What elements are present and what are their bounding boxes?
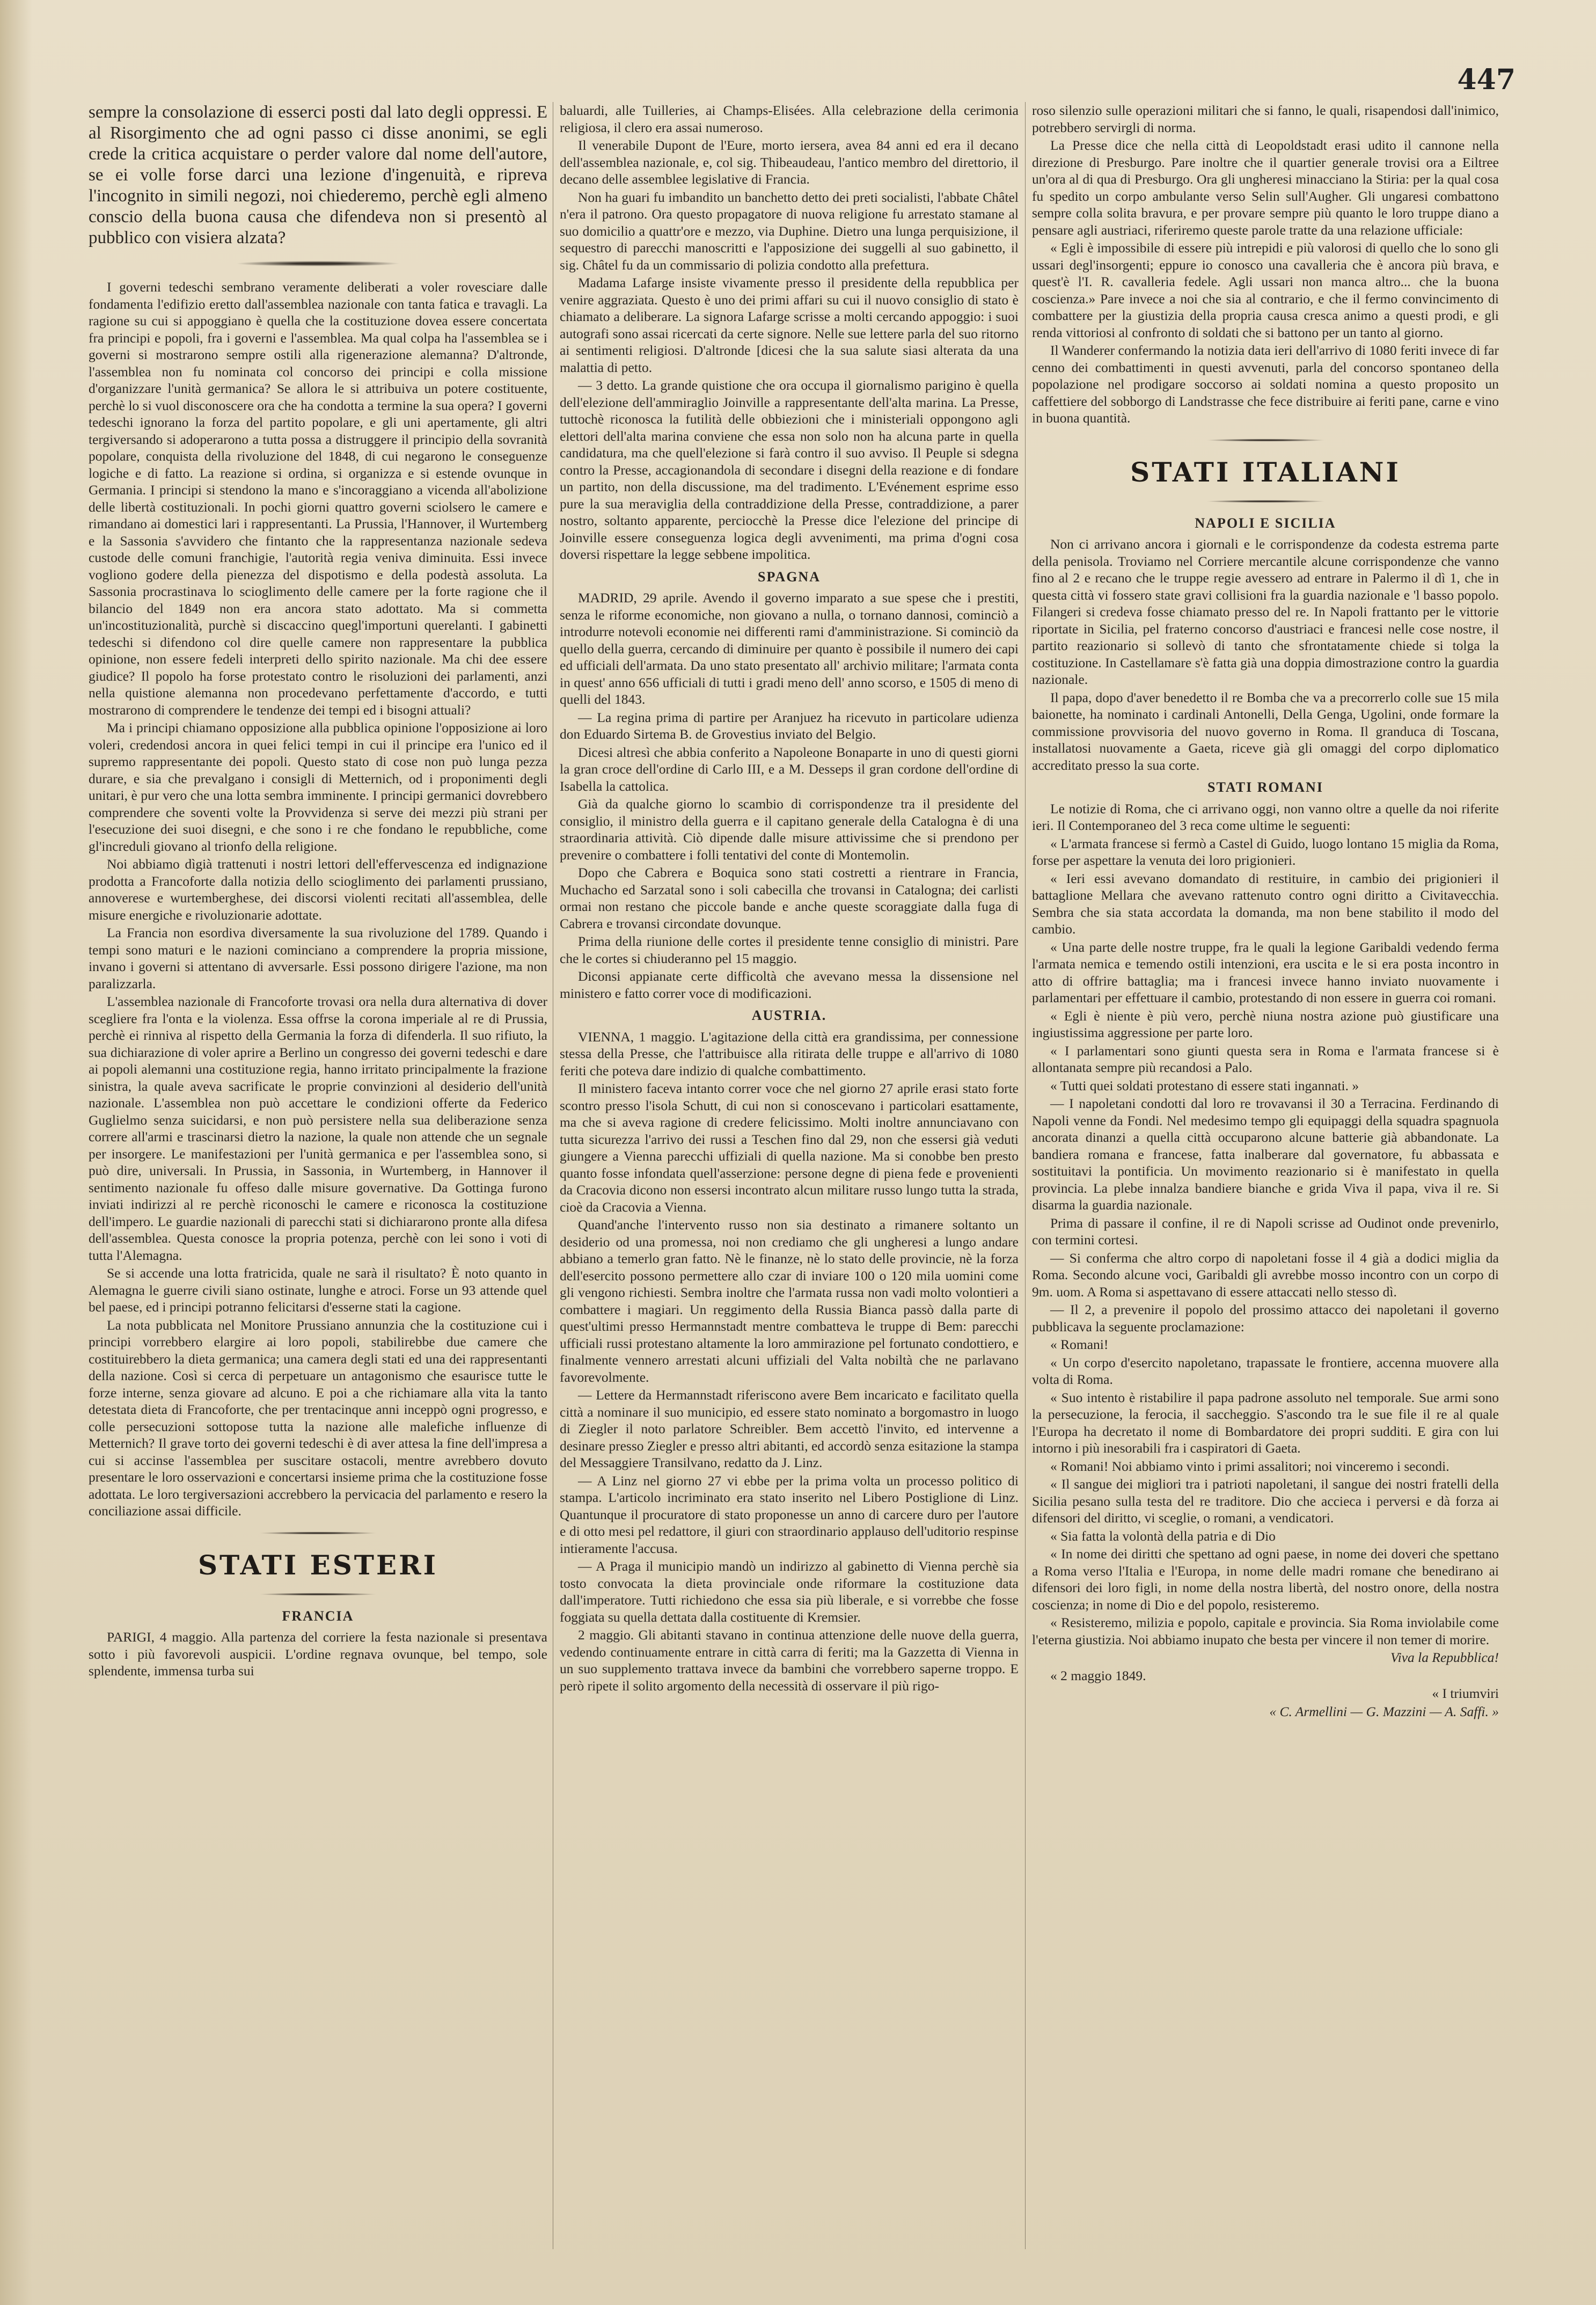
paragraph: « Il sangue dei migliori tra i patrioti napoletani, il sangue dei nostri fratelli della Sicilia pesano sulla testa del re traditore. Dio che accieca i perversi e dà forza ai difensori del diritto, vi sceglie, o romani, a vendicatori. [1032, 1476, 1499, 1526]
paragraph: — La regina prima di partire per Aranjuez ha ricevuto in particolare udienza don Eduardo Sirtema B. de Grovestius inviato del Belgio. [560, 709, 1019, 742]
paragraph: La Presse dice che nella città di Leopoldstadt erasi udito il cannone nella direzione di Presburgo. Pare inoltre che il quartier generale trovisi ora a Eiltree un'ora al di qua di Presburgo. Ora gli ungheresi minacciano la Stiria: per la qual cosa fu spedito un corpo ambulante verso Selin sull'Augher. Gli ungaresi combattono sempre colla solita bravura, e per provare sempre più quanto le loro truppe diano a pensare agli austriaci, riferiremo queste parole tratte da una relazione ufficiale: [1032, 137, 1499, 238]
paragraph: Ma i principi chiamano opposizione alla pubblica opinione l'opposizione ai loro voleri, credendosi ancora in quei felici tempi in cui il principe era l'unico ed il supremo rappresentante dei popoli. Questo stato di cose non può lunga pezza durare, e sia che prevalgano i consigli di Metternich, od i proponimenti degli unitari, è pur vero che una lotta sembra imminente. I principi germanici dovrebbero comprendere che soventi volte la Provvidenza si serve dei mezzi più strani per l'esecuzione dei suoi disegni, e che sono i re che fondano le repubbliche, come gl'increduli giovano al trionfo della religione. [89, 720, 547, 854]
paragraph: — Lettere da Hermannstadt riferiscono avere Bem incaricato e facilitato quella città a nominare il suo municipio, ed essere stato nominato a borgomastro in luogo di Ziegler il noto parlatore Schreibler. Bem accettò l'invito, ed intervenne a desinare presso Ziegler e presso altri abitanti, ed accordò senza esitazione la stampa del Messaggiere Transilvano, redatto da J. Linz. [560, 1387, 1019, 1470]
paragraph: « Suo intento è ristabilire il papa padrone assoluto nel temporale. Sue armi sono la persecuzione, la ferocia, il saccheggio. S'ascondo tra le sue file il re al quale l'Europa ha decretato il nome di Bombardatore dei propri sudditi. E gira con lui intorno i più inesorabili fra i caspiratori di Gaeta. [1032, 1389, 1499, 1456]
paragraph: « I parlamentari sono giunti questa sera in Roma e l'armata francese si è allontanata sempre più recandosi a Palo. [1032, 1042, 1499, 1075]
paragraph: « Romani! [1050, 1337, 1109, 1352]
paragraph: Prima di passare il confine, il re di Napoli scrisse ad Oudinot onde prevenirlo, con termini cortesi. [1032, 1215, 1499, 1248]
subhead-francia: FRANCIA [282, 1608, 354, 1624]
column-3 [1032, 102, 1499, 2260]
paragraph: PARIGI, 4 maggio. Alla partenza del corriere la festa nazionale si presentava sotto i più favorevoli auspicii. L'ordine regnava ovunque, bel tempo, sole splendente, immensa turba sui [89, 1629, 547, 1679]
paragraph: Non ci arrivano ancora i giornali e le corrispondenze da codesta estrema parte della penisola. Troviamo nel Corriere mercantile alcune corrispondenze che vanno fino al 2 e recano che le truppe regie avessero ad entrare in Palermo il dì 1, che in questa città vi fossero state gravi collisioni fra la guardia nazionale e 'l basso popolo. Filangeri si credeva fosse chiamato presso del re. In Napoli frattanto per le vittorie riportate in Sicilia, pel fraterno concorso d'austriaci e francesi nelle cose nostre, il partito reazionario si sollevò di tanto che sfrontatamente chiede si tolga la costituzione. In Castellamare s'è fatta già una doppia dimostrazione contro la guardia nazionale. [1032, 536, 1499, 687]
paragraph: Il ministero faceva intanto correr voce che nel giorno 27 aprile erasi stato forte scontro presso l'isola Schutt, di cui non si conoscevano i particolari esattamente, ma che si aveva ragione di credere felicissimo. Molti inoltre annunciavano con tutta sicurezza l'arrivo dei russi a Teschen fino dal 29, non che essersi già veduti giungere a Vienna parecchi uffiziali di quella nazione. Ma si conobbe ben presto quanto fosse infondata quell'asserzione: persone degne di piena fede e provenienti da Cracovia dicono non essersi incontrato alcun militare russo lungo tutta la strada, cioè da Cracovia a Vienna. [560, 1081, 1019, 1215]
paragraph: roso silenzio sulle operazioni militari che si fanno, le quali, risapendosi dall'inimico, potrebbero servirgli di norma. [1032, 103, 1499, 135]
ornamental-divider [1196, 500, 1336, 503]
paragraph: Se si accende una lotta fratricida, quale ne sarà il risultato? È noto quanto in Alemagna le guerre civili siano ostinate, lunghe e atroci. Forse un 93 attende quel bel paese, ed i principi potranno felicitarsi d'esserne stati la cagione. [89, 1265, 547, 1315]
column-rule-2 [1025, 102, 1026, 2249]
paragraph: La nota pubblicata nel Monitore Prussiano annunzia che la costituzione cui i principi vorrebbero elargire ai loro popoli, stabilirebbe due camere che costituirebbero la dieta germanica; una camera degli stati ed una dei rappresentanti della nazione. Così si cerca di perpetuare un antagonismo che esaurisce tutte le forze interne, senza giovare ad alcuno. E poi a che richiamare alla vita la tanto detestata dieta di Francoforte, che per trentacinque anni inceppò ogni progresso, e colle persecuzioni sottopose tutta la nazione alle malefiche influenze di Metternich? Il grave torto dei governi tedeschi è di aver attesa la fine dell'impresa a cui si accinse l'assemblea per suscitare ostacoli, mentre avrebbero dovuto presentare le loro osservazioni e concertarsi insieme prima che la costituzione fosse adottata. Le loro tergiversazioni accrebbero la pervicacia del parlamento e resero la conciliazione assai difficile. [89, 1317, 547, 1519]
paragraph: — Il 2, a prevenire il popolo del prossimo attacco dei napoletani il governo pubblicava la seguente proclamazione: [1032, 1302, 1499, 1334]
paragraph: — A Praga il municipio mandò un indirizzo al gabinetto di Vienna perchè sia tosto convocata la dieta provinciale onde riformare la costituzione data dall'imperatore. Tutti richiedono che essa sia più liberale, e si vorrebbe che fosse foggiata su quella dettata dalla costituente di Kremsier. [560, 1558, 1019, 1625]
paragraph: — 3 detto. La grande quistione che ora occupa il giornalismo parigino è quella dell'elezione dell'ammiraglio Joinville a rappresentante dell'alta marina. La Presse, tuttochè riconosca la futilità delle obbiezioni che i ministeriali oppongono agli elettori dell'alta marina conviene che essa non solo non ha alcuna parte in quella candidatura, ma che quell'elezione si farà contro il suo avviso. Il Peuple si sdegna contro la Presse, accagionandola di secondare i disegni della reazione e di fondare un partito, non della discussione, ma del tradimento. L'Evénement esprime esso pure la sua meraviglia della contraddizione della Presse, contraddizione, a parer nostro, soltanto apparente, perciocchè la Presse dice l'elezione del principe di Joinville essere conseguenza logica degli avvenimenti, ma prima d'ogni cosa doversi rispettare la legge sebbene impolitica. [560, 377, 1019, 562]
paragraph: « In nome dei diritti che spettano ad ogni paese, in nome dei doveri che spettano a Roma verso l'Italia e l'Europa, in nome delle madri romane che benedirano ai difensori dei loro figli, in nome della nostra libertà, del nostro onore, della nostra coscienza; in nome di Dio e del popolo, resisteremo. [1032, 1546, 1499, 1613]
ornamental-divider [249, 1593, 387, 1596]
paragraph: Noi abbiamo dìgià trattenuti i nostri lettori dell'effervescenza ed indignazione prodotta a Francoforte dalla notizia dello scioglimento dei parlamenti prussiano, annoverese e wurtemberghese, dei discorsi violenti recitati all'assemblea, delle misure energiche e rivoluzionarie adottate. [89, 856, 547, 923]
section-title-stati-italiani: STATI ITALIANI [1130, 456, 1401, 488]
paragraph: VIENNA, 1 maggio. L'agitazione della città era grandissima, per connessione stessa della Presse, che l'attribuisce alla ritirata delle truppe e all'arrivo di 1080 feriti che poteva dare indizio di qualche combattimento. [560, 1029, 1019, 1078]
ornamental-divider [222, 260, 414, 267]
column-2 [560, 102, 1019, 2260]
page-edge-shadow [0, 0, 32, 2305]
paragraph: Già da qualche giorno lo scambio di corrispondenze tra il presidente del consiglio, il ministro della guerra e il capitano generale della Catalogna è di una straordinaria attività. Ciò dipende dalle misure attivissime che si prendono per prevenire o combattere i folli tentativi del conte di Montemolin. [560, 796, 1019, 863]
paragraph: « Una parte delle nostre truppe, fra le quali la legione Garibaldi vedendo ferma l'armata nemica e temendo ostili intenzioni, era uscita e le si era posta incontro in atto di offrire battaglia; ma i francesi invece hanno inviato nuovamente i parlamentari per effettuare il cambio, protestando di non essere in guerra coi romani. [1032, 939, 1499, 1005]
paragraph: — I napoletani condotti dal loro re trovavansi il 30 a Terracina. Ferdinando di Napoli venne da Fondi. Nel medesimo tempo gli equipaggi della squadra spagnuola ancorata dinanzi a quella città occuparono alcune batterie già abbandonate. La bandiera romana e francese, fatta inalberare dal governatore, fu abbassata e sostituitavi la pontificia. Un movimento reazionario si è manifestato in quella provincia. La plebe innalza bandiere bianche e grida Viva il papa, viva il re. Si disarma la guardia nazionale. [1032, 1096, 1499, 1213]
paragraph: Diconsi appianate certe difficoltà che avevano messa la dissensione nel ministero e fatto correr voce di modificazioni. [560, 968, 1019, 1001]
paragraph: Madama Lafarge insiste vivamente presso il presidente della repubblica per venire aggraziata. Questo è uno dei primi affari su cui il nuovo consiglio di stato è chiamato a deliberare. La signora Lafarge scrisse a molti cercando appoggio: i suoi autografi sono assai ricercati da certe signore. Nelle sue lettere parla del suo ritorno ai sentimenti religiosi. D'altronde [dicesi che la sua salute siasi alterata da una malattia di petto. [560, 275, 1019, 375]
paragraph: I governi tedeschi sembrano veramente deliberati a voler rovesciare dalle fondamenta l'edifizio eretto dall'assemblea nazionale con tanta fatica e travagli. La ragione su cui si appoggiano è quella che la costituzione dovea essere concertata fra principi e popoli, fra i governi e l'assemblea. Ma qual colpa ha l'assemblea se i governi si mostrarono sempre ostili alla rigenerazione alemanna? D'altronde, l'assemblea non fu nominata col concorso dei principi e colla missione d'organizzare l'unità germanica? Se allora le si attribuiva un potere costituente, perchè lo si vuol disconoscere ora che ha condotta a termine la sua opera? I governi tedeschi ignorano la forza del partito popolare, e gli uni apertamente, gli altri tergiversando si adoperarono a tutta possa a distruggere il principio della sovranità popolare, conquista della rivoluzione del 1848, di cui negarono le conseguenze logiche e di fatto. La reazione si ordina, si organizza e si estende ovunque in Germania. I principi si stendono la mano e s'incoraggiano a vicenda all'abolizione delle libertà costituzionali. In pochi giorni quattro governi sciolsero le camere e rimandano ai domestici lari i rappresentanti. La Prussia, l'Hannover, il Wurtemberg e la Sassonia s'avvidero che fintanto che la rappresentanza nazionale sedeva custode delle comuni franchigie, l'autorità regia veniva diminuita. Essi invece vogliono godere della pienezza del dispotismo e della podestà assoluta. La Sassonia procrastinava lo scioglimento delle camere per la forte ragione che il bilancio del 1849 non era ancora stato adottato. Ma si commetta un'incostituzionalità, purchè si discaccino quegl'importuni querelanti. I gabinetti tedeschi si difendono col dire quelle camere non rappresentare la pubblica opinione, non essere fedeli interpreti dello spirito nazionale. Ma chi dee essere giudice? Il popolo ha forse protestato contro le risoluzioni dei parlamenti, anzi nella quistione alemanna non procedevano perfettamente d'accordo, e tutti mostrarono di comprendere le tendenze dei tempi ed i bisogni attuali? [89, 279, 547, 718]
paragraph: Le notizie di Roma, che ci arrivano oggi, non vanno oltre a quelle da noi riferite ieri. Il Contemporaneo del 3 reca come ultime le seguenti: [1032, 800, 1499, 833]
paragraph: « Egli è impossibile di essere più intrepidi e più valorosi di quello che lo sono gli ussari degl'insorgenti; eppure io conosco una cavalleria che è ancora più brava, e quest'è l'I. R. cavalleria fedele. Agli ussari non manca altro... che la buona coscienza.» Pare invece a noi che sia al contrario, e che il fermo convincimento di combattere per la giustizia della propria causa cresca animo a questi prodi, e gli renda vittoriosi al confronto di soldati che si battono per un tanto al giorno. [1032, 240, 1499, 340]
paragraph: — Si conferma che altro corpo di napoletani fosse il 4 già a dodici miglia da Roma. Secondo alcune voci, Garibaldi gli avrebbe mosso incontro con un corpo di 9m. uom. A Roma si aspettavano di essere attaccati nello stesso dì. [1032, 1250, 1499, 1300]
paragraph: « Resisteremo, milizia e popolo, capitale e provincia. Sia Roma inviolabile come l'eterna giustizia. Noi abbiamo inupato che besta per vincere il non temer di morire. [1032, 1615, 1499, 1647]
paragraph: « Sia fatta la volontà della patria e di Dio [1050, 1528, 1276, 1544]
paragraph: Il venerabile Dupont de l'Eure, morto iersera, avea 84 anni ed era il decano dell'assemblea nazionale, e, col sig. Thibeaudeau, l'antico membro del direttorio, il decano delle assemblee legislative di Francia. [560, 137, 1019, 187]
subhead-napoli-sicilia: NAPOLI E SICILIA [1195, 515, 1336, 531]
column-1 [89, 102, 547, 2260]
paragraph: Prima della riunione delle cortes il presidente tenne consiglio di ministri. Pare che le cortes si chiuderanno pel 15 maggio. [560, 933, 1019, 966]
subhead-austria: AUSTRIA. [751, 1008, 827, 1023]
paragraph: « Un corpo d'esercito napoletano, trapassate le frontiere, accenna muovere alla volta di Roma. [1032, 1354, 1499, 1387]
paragraph: « Ieri essi avevano domandato di restituire, in cambio dei prigionieri il battaglione Mellara che avevano rattenuto contro ogni diritto a Civitavecchia. Sembra che sia stata accordata la domanda, ma non bene stabilito il modo del cambio. [1032, 870, 1499, 937]
subhead-stati-romani: STATI ROMANI [1207, 779, 1323, 795]
dateline: « 2 maggio 1849. [1050, 1667, 1146, 1683]
ornamental-divider [249, 1531, 387, 1535]
paragraph: MADRID, 29 aprile. Avendo il governo imparato a sue spese che i prestiti, senza le riforme economiche, non giovano a nulla, o tornano dannosi, cominciò a introdurre notevoli economie nei differenti rami d'amministrazione. Si cominciò da quello della guerra, cercando di diminuire per quanto è possibile il numero dei capi ed ufficiali dell'armata. Da uno stato presentato all' archivio militare; l'armata conta in quest' anno 656 ufficiali di tutti i gradi meno dell' anno scorso, e 1505 di meno di quelli del 1843. [560, 590, 1019, 707]
signatories-title: « I triumviri [1432, 1686, 1499, 1701]
paragraph: Dopo che Cabrera e Boquica sono stati costretti a rientrare in Francia, Muchacho ed Sarzatal sono i soli cabecilla che trovansi in Catalogna; dei carlisti ormai non restano che piccole bande e anche queste scoraggiate dalla fuga di Cabrera e trovansi circondate dovunque. [560, 865, 1019, 931]
paragraph: « L'armata francese si fermò a Castel di Guido, luogo lontano 15 miglia da Roma, forse per aspettare la venuta dei loro prigionieri. [1032, 835, 1499, 868]
signatories: « C. Armellini — G. Mazzini — A. Saffi. » [1269, 1703, 1499, 1719]
paragraph: sempre la consolazione di esserci posti dal lato degli oppressi. E al Risorgimento che ad ogni passo ci disse anonimi, se egli crede la critica acquistare o perder valore dal nome dell'autore, se ei volle forse darci una lezione d'ingenuità, e ripreva l'incognito in simili negozi, noi chiederemo, perchè egli almeno conscio della buona causa che difendeva non si presentò al pubblico con visiera alzata? [89, 103, 547, 247]
paragraph: Il Wanderer confermando la notizia data ieri dell'arrivo di 1080 feriti invece di far cenno dei combattimenti in questi avvenuti, parla del concorso spontaneo della popolazione nel prodigare soccorso ai soldati nomina a questo proposito un caffettiere del sobborgo di Landstrasse che fece distribuire ai feriti pane, carne e vino in buona quantità. [1032, 342, 1499, 426]
paragraph: — A Linz nel giorno 27 vi ebbe per la prima volta un processo politico di stampa. L'articolo incriminato era stato inserito nel Libero Postiglione di Linz. Quantunque il procuratore di stato proponesse un anno di carcere duro per l'autore e di otto mesi pel redattore, il giuri con straordinario applauso dell'uditorio respinse intieramente l'accusa. [560, 1472, 1019, 1556]
paragraph: Quand'anche l'intervento russo non sia destinato a rimanere soltanto un desiderio od una promessa, noi non crediamo che gli ungheresi a lungo andare abbiano a temerlo gran fatto. Nè le finanze, nè lo stato delle provincie, nè la forza dell'esercito possono permettere allo czar di inviare 100 o 120 mila uomini come gli vengono richiesti. Sembra inoltre che l'armata russa non vadi molto volontieri a combattere i magiari. Un reggimento della Russia Bianca passò dalla parte di quest'ultimi presso Hermannstadt mentre combatteva le truppe di Bem: parecchi ufficiali russi protestano altamente la loro ammirazione pel fortunato condottiero, e finalmente vennero arrestati alcuni uffiziali del Valta nobiltà che ne parlavano favorevolmente. [560, 1217, 1019, 1385]
paragraph: La Francia non esordiva diversamente la sua rivoluzione del 1789. Quando i tempi sono maturi e le nazioni cominciano a comprendere la propria missione, invano i governi si attentano di avversarle. Essi possono dirigere l'azione, ma non paralizzarla. [89, 925, 547, 991]
page-number: 447 [1457, 63, 1516, 96]
paragraph: « Tutti quei soldati protestano di essere stati ingannati. » [1050, 1077, 1359, 1093]
paragraph: 2 maggio. Gli abitanti stavano in continua attenzione delle nuove della guerra, vedendo continuamente entrare in città carra di feriti; ma la Gazzetta di Vienna in un suo supplemento trattava invece da bambini che vorrebbero saperne troppo. E però ripete il solito argomento della necessità di osservare il più rigo- [560, 1627, 1019, 1694]
subhead-spagna: SPAGNA [758, 568, 821, 585]
ornamental-divider [1196, 439, 1336, 442]
section-title-stati-esteri: STATI ESTERI [197, 1549, 438, 1581]
paragraph: « Romani! Noi abbiamo vinto i primi assalitori; noi vinceremo i secondi. [1050, 1458, 1449, 1474]
closing-slogan: Viva la Repubblica! [1390, 1650, 1499, 1665]
paragraph: baluardi, alle Tuilleries, ai Champs-Elisées. Alla celebrazione della cerimonia religiosa, il clero era assai numeroso. [560, 103, 1019, 135]
paragraph: Dicesi altresì che abbia conferito a Napoleone Bonaparte in uno di questi giorni la gran croce dell'ordine di Carlo III, e a M. Desseps il gran cordone dell'ordine di Isabella la cattolica. [560, 744, 1019, 794]
paragraph: « Egli è niente è più vero, perchè niuna nostra azione può giustificare una ingiustissima aggressione per parte loro. [1032, 1008, 1499, 1040]
paragraph: Il papa, dopo d'aver benedetto il re Bomba che va a precorrerlo colle sue 15 mila baionette, ha nominato i cardinali Antonelli, Della Genga, Ugolini, onde formare la commissione provvisoria del nuovo governo in Roma. Il granduca di Toscana, installatosi nuovamente a Gaeta, riceve già gli omaggi del corpo diplomatico accreditato presso la sua corte. [1032, 689, 1499, 773]
paragraph: Non ha guari fu imbandito un banchetto detto dei preti socialisti, l'abbate Châtel n'era il patrono. Ora questo propagatore di nuova religione fu arrestato stamane al suo domicilio a quattr'ore e mezzo, via Duphine. Dietro una lunga perquisizione, il sequestro di parecchi manoscritti e l'apposizione dei suggelli al suo gabinetto, il sig. Châtel fu da un commissario di polizia condotto alla prefettura. [560, 189, 1019, 273]
paragraph: L'assemblea nazionale di Francoforte trovasi ora nella dura alternativa di dover scegliere fra l'onta e la violenza. Essa offrse la corona imperiale al re di Prussia, perchè ei rinniva al rispetto della Germania la forza di difenderla. Il suo rifiuto, la sua dichiarazione di voler aprire a Berlino un congresso dei governi tedeschi e dare ai popoli alemanni una costituzione regia, hanno irritato principalmente la frazione sinistra, la quale aveva sacrificate le proprie convinzioni al desiderio dell'unità nazionale. L'assemblea non può accettare le condizioni offerte da Federico Guglielmo senza suicidarsi, e non può persistere nella sua deliberazione senza correre all'armi e trascinarsi dietro la nazione, la quale non attende che un segnale per insorgere. Le manifestazioni per l'unità germanica e per l'assemblea sono, si può dire, universali. In Prussia, in Sassonia, in Wurtemberg, in Hannover il sentimento nazionale fu offeso dalle misure governative. Da Gottinga furono inviati indirizzi al re perchè riconoschi le camere e riconosca la costituzione dell'impero. Le guardie nazionali di parecchi stati si dichiararono pronte alla difesa dell'assemblea. Questa conosce la propria potenza, perchè con lei sono i voti di tutta l'Alemagna. [89, 994, 547, 1263]
